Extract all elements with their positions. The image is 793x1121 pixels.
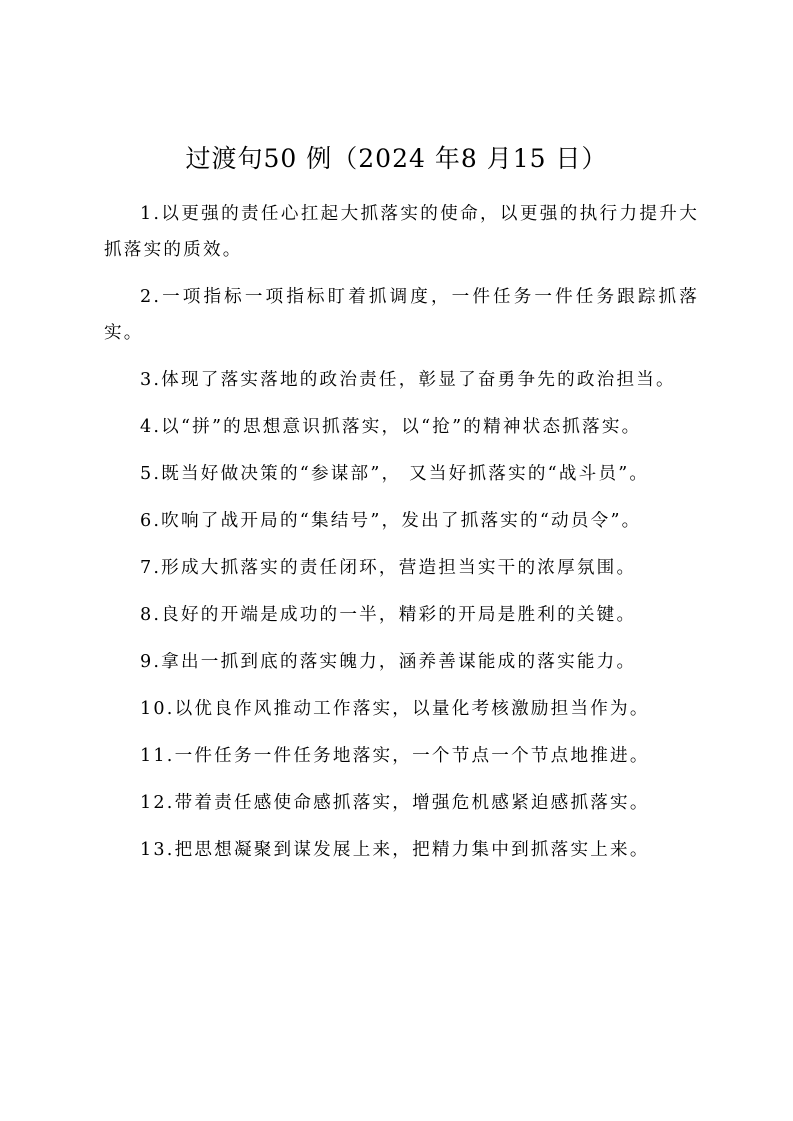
list-item: 3.体现了落实落地的政治责任，彰显了奋勇争先的政治担当。 [140,370,676,390]
list-item: 12.带着责任感使命感抓落实，增强危机感紧迫感抓落实。 [140,793,650,813]
list-item: 2.一项指标一项指标盯着抓调度，一件任务一件任务跟踪抓落实。 [104,287,699,343]
list-item: 8.良好的开端是成功的一半，精彩的开局是胜利的关键。 [140,605,637,625]
list-item: 7.形成大抓落实的责任闭环，营造担当实干的浓厚氛围。 [140,558,637,578]
document-title: 过渡句50 例（2024 年8 月15 日） [185,144,608,173]
list-item: 11.一件任务一件任务地落实，一个节点一个节点地推进。 [140,746,650,766]
list-item: 1.以更强的责任心扛起大抓落实的使命，以更强的执行力提升大抓落实的质效。 [104,204,699,260]
list-item: 5.既当好做决策的“参谋部”， 又当好抓落实的“战斗员”。 [140,464,650,484]
list-item: 13.把思想凝聚到谋发展上来，把精力集中到抓落实上来。 [140,840,650,860]
sentence-list [104,196,699,879]
list-item: 9.拿出一抓到底的落实魄力，涵养善谋能成的落实能力。 [140,652,637,672]
list-item: 10.以优良作风推动工作落实，以量化考核激励担当作为。 [140,699,650,719]
list-item: 4.以“拼”的思想意识抓落实，以“抢”的精神状态抓落实。 [140,417,642,437]
list-item: 6.吹响了战开局的“集结号”，发出了抓落实的“动员令”。 [140,511,642,531]
